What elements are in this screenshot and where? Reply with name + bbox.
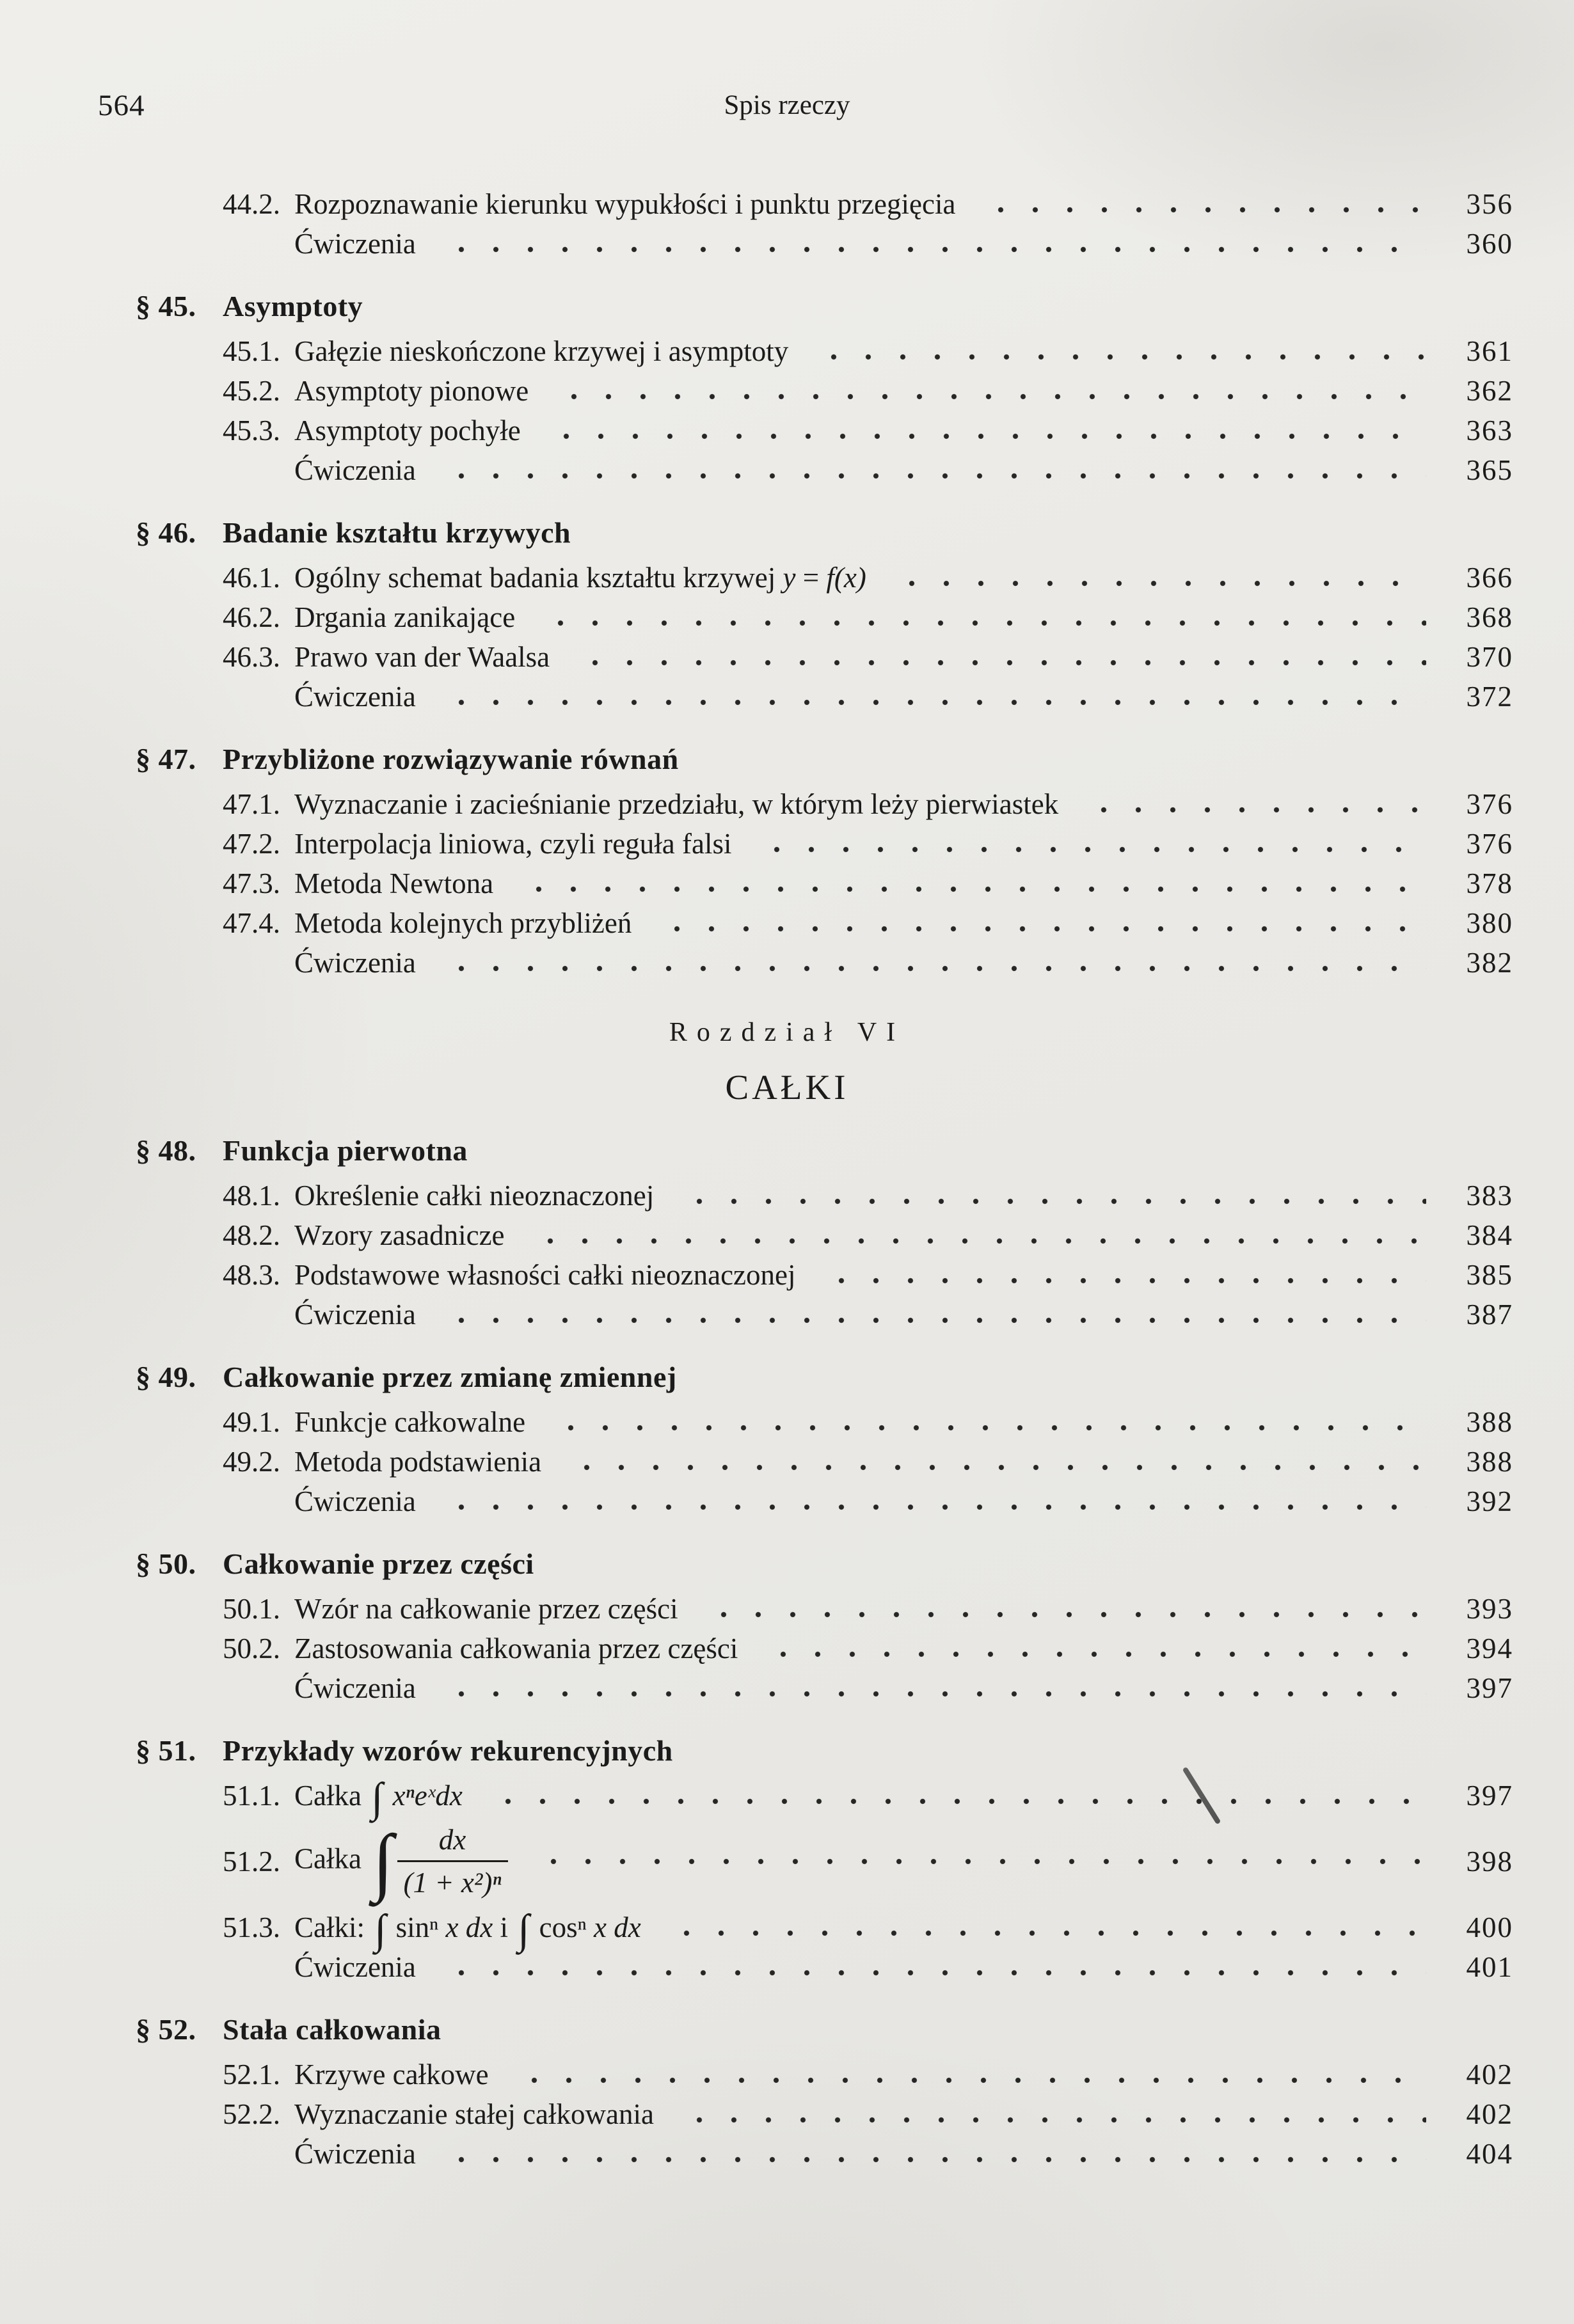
page-number: 360 bbox=[1466, 228, 1513, 260]
text-segment: Ogólny schemat badania kształtu krzywej bbox=[294, 562, 783, 594]
toc-entry bbox=[0, 1255, 1574, 1295]
page-number: 397 bbox=[1466, 1780, 1513, 1812]
text-segment: Metoda podstawienia bbox=[294, 1446, 542, 1478]
entry-title bbox=[294, 2134, 416, 2174]
toc-entry bbox=[0, 597, 1574, 637]
page-header bbox=[0, 88, 1574, 133]
toc-entry bbox=[0, 1775, 1574, 1821]
dot-leader bbox=[435, 1503, 1426, 1511]
section-number: § 51. bbox=[136, 1734, 196, 1767]
entry-number: 52.2. bbox=[223, 2098, 280, 2130]
page-number: 366 bbox=[1466, 562, 1513, 594]
entry-number: 49.2. bbox=[223, 1446, 280, 1478]
toc-entry bbox=[0, 558, 1574, 597]
toc-entry bbox=[0, 331, 1574, 371]
dot-leader bbox=[435, 1969, 1426, 1977]
section-title: Funkcja pierwotna bbox=[223, 1134, 468, 1167]
dot-leader bbox=[751, 846, 1426, 853]
text-segment: xⁿeˣdx bbox=[392, 1780, 463, 1812]
entry-title bbox=[294, 784, 1058, 824]
integral-sign: ∫ bbox=[371, 1775, 383, 1821]
page-number: 356 bbox=[1466, 188, 1513, 220]
section-heading bbox=[0, 1131, 1574, 1171]
entry-title bbox=[294, 943, 416, 983]
dot-leader bbox=[534, 619, 1426, 627]
entry-title bbox=[294, 1295, 416, 1334]
dot-leader bbox=[673, 2116, 1426, 2124]
chapter-title: CAŁKI bbox=[725, 1068, 849, 1107]
page-number: 401 bbox=[1466, 1951, 1513, 1983]
section-title: Przykłady wzorów rekurencyjnych bbox=[223, 1734, 673, 1767]
dot-leader bbox=[673, 1198, 1426, 1205]
entry-title bbox=[294, 1629, 738, 1668]
dot-leader bbox=[527, 1858, 1426, 1865]
toc-entry bbox=[0, 824, 1574, 864]
text-segment: Ćwiczenia bbox=[294, 454, 416, 486]
section-number: § 50. bbox=[136, 1547, 196, 1580]
page-number: 393 bbox=[1466, 1593, 1513, 1625]
entry-title bbox=[294, 1947, 416, 1987]
entry-title bbox=[294, 371, 529, 411]
entry-title bbox=[294, 224, 416, 264]
page-number-folio: 564 bbox=[98, 89, 145, 122]
toc-entry bbox=[0, 1215, 1574, 1255]
text-segment: Asymptoty pionowe bbox=[294, 375, 529, 407]
section-number: § 45. bbox=[136, 290, 196, 322]
entry-title bbox=[294, 903, 632, 943]
entry-title bbox=[294, 677, 416, 716]
entry-title bbox=[294, 1906, 641, 1953]
entry-number: 45.3. bbox=[223, 415, 280, 447]
page-number: 372 bbox=[1466, 681, 1513, 713]
integral-sign: ∫ bbox=[372, 1819, 394, 1903]
dot-leader bbox=[435, 699, 1426, 706]
text-segment: Całki: bbox=[294, 1911, 372, 1943]
toc-entry bbox=[0, 1906, 1574, 1953]
dot-leader bbox=[815, 1277, 1426, 1285]
entry-number: 51.3. bbox=[223, 1911, 280, 1943]
dot-leader bbox=[697, 1611, 1426, 1618]
dot-leader bbox=[435, 1690, 1426, 1698]
integral-sign: ∫ bbox=[518, 1906, 530, 1953]
entry-title bbox=[294, 1402, 525, 1442]
entry-number: 46.1. bbox=[223, 562, 280, 594]
section-heading bbox=[0, 739, 1574, 779]
dot-leader bbox=[540, 432, 1426, 440]
toc-entry bbox=[0, 184, 1574, 224]
toc-entry bbox=[0, 1589, 1574, 1629]
page-number: 383 bbox=[1466, 1180, 1513, 1212]
entry-title bbox=[294, 1775, 463, 1821]
entry-number: 47.4. bbox=[223, 907, 280, 939]
entry-number: 44.2. bbox=[223, 188, 280, 220]
text-segment: Określenie całki nieoznaczonej bbox=[294, 1180, 655, 1212]
toc-entry bbox=[0, 2094, 1574, 2134]
entry-title bbox=[294, 2055, 489, 2094]
text-segment: Drgania zanikające bbox=[294, 601, 516, 633]
page-number: 363 bbox=[1466, 415, 1513, 447]
entry-number: 48.3. bbox=[223, 1259, 280, 1291]
entry-number: 48.2. bbox=[223, 1219, 280, 1251]
page-number: 392 bbox=[1466, 1485, 1513, 1517]
page-number: 398 bbox=[1466, 1846, 1513, 1877]
section-number: § 49. bbox=[136, 1361, 196, 1393]
page-number: 388 bbox=[1466, 1446, 1513, 1478]
page-number: 368 bbox=[1466, 601, 1513, 633]
text-segment: Ćwiczenia bbox=[294, 2138, 416, 2170]
entry-title bbox=[294, 1819, 508, 1903]
entry-title bbox=[294, 1442, 541, 1482]
dot-leader bbox=[807, 353, 1426, 361]
text-segment: Wzór na całkowanie przez części bbox=[294, 1593, 678, 1625]
dot-leader bbox=[886, 580, 1426, 587]
section-title: Asymptoty bbox=[223, 290, 363, 322]
text-segment: Prawo van der Waalsa bbox=[294, 641, 550, 673]
fraction-denominator: (1 + x²)ⁿ bbox=[403, 1866, 502, 1899]
toc-entry bbox=[0, 2134, 1574, 2174]
text-segment: Ćwiczenia bbox=[294, 681, 416, 713]
text-segment: Funkcje całkowalne bbox=[294, 1406, 526, 1438]
text-segment: i bbox=[493, 1911, 516, 1943]
dot-leader bbox=[560, 1464, 1426, 1471]
running-head: Spis rzeczy bbox=[724, 90, 850, 120]
text-segment: Ćwiczenia bbox=[294, 1951, 416, 1983]
toc-entry bbox=[0, 677, 1574, 716]
entry-title bbox=[294, 597, 515, 637]
toc-entry bbox=[0, 1819, 1574, 1903]
entry-number: 47.1. bbox=[223, 788, 280, 820]
toc-entry bbox=[0, 1482, 1574, 1521]
section-number: § 48. bbox=[136, 1134, 196, 1167]
text-segment: cosⁿ bbox=[532, 1911, 594, 1943]
chapter-label: Rozdział VI bbox=[669, 1018, 905, 1047]
dot-leader bbox=[435, 1316, 1426, 1324]
dot-leader bbox=[435, 472, 1426, 480]
page-number: 388 bbox=[1466, 1406, 1513, 1438]
page-number: 382 bbox=[1466, 947, 1513, 979]
dot-leader bbox=[508, 2076, 1426, 2084]
entry-title bbox=[294, 1589, 678, 1629]
dot-leader bbox=[545, 1424, 1426, 1432]
page-number: 404 bbox=[1466, 2138, 1513, 2170]
toc-entry bbox=[0, 637, 1574, 677]
entry-title bbox=[294, 1482, 416, 1521]
toc-entry bbox=[0, 943, 1574, 983]
text-segment: Zastosowania całkowania przez części bbox=[294, 1632, 738, 1664]
dot-leader bbox=[660, 1929, 1426, 1937]
toc-entry bbox=[0, 1947, 1574, 1987]
toc-entry bbox=[0, 784, 1574, 824]
text-segment: Całka bbox=[294, 1842, 369, 1875]
entry-number: 46.2. bbox=[223, 601, 280, 633]
dot-leader bbox=[974, 206, 1426, 214]
entry-title bbox=[294, 558, 866, 597]
section-title: Badanie kształtu krzywych bbox=[223, 516, 571, 549]
text-segment: Metoda Newtona bbox=[294, 867, 494, 899]
entry-number: 52.1. bbox=[223, 2059, 280, 2091]
dot-leader bbox=[651, 925, 1426, 933]
toc-entry bbox=[0, 1442, 1574, 1482]
entry-number: 50.1. bbox=[223, 1593, 280, 1625]
entry-title bbox=[294, 2094, 654, 2134]
page-number: 387 bbox=[1466, 1299, 1513, 1331]
section-heading bbox=[0, 1357, 1574, 1397]
entry-title bbox=[294, 864, 493, 903]
section-number: § 52. bbox=[136, 2013, 196, 2046]
entry-title bbox=[294, 450, 416, 490]
section-heading bbox=[0, 1544, 1574, 1584]
text-segment: Krzywe całkowe bbox=[294, 2059, 489, 2091]
fraction bbox=[397, 1824, 508, 1899]
section-title: Stała całkowania bbox=[223, 2013, 441, 2046]
dot-leader bbox=[524, 1237, 1426, 1245]
fraction-numerator: dx bbox=[397, 1824, 508, 1862]
text-segment: Ćwiczenia bbox=[294, 1485, 416, 1517]
toc-entry bbox=[0, 903, 1574, 943]
page-number: 376 bbox=[1466, 788, 1513, 820]
text-segment: x dx bbox=[445, 1911, 493, 1943]
dot-leader bbox=[435, 246, 1426, 253]
section-number: § 47. bbox=[136, 743, 196, 775]
toc-entry bbox=[0, 1629, 1574, 1668]
entry-title bbox=[294, 1176, 654, 1215]
dot-leader bbox=[757, 1650, 1426, 1658]
toc-entry bbox=[0, 1176, 1574, 1215]
text-segment: sinⁿ bbox=[388, 1911, 446, 1943]
entry-number: 50.2. bbox=[223, 1632, 280, 1664]
page-number: 394 bbox=[1466, 1632, 1513, 1664]
section-title: Całkowanie przez zmianę zmiennej bbox=[223, 1361, 677, 1393]
entry-number: 45.1. bbox=[223, 335, 280, 367]
text-segment: Rozpoznawanie kierunku wypukłości i punktu przegięcia bbox=[294, 188, 956, 220]
text-segment: Wzory zasadnicze bbox=[294, 1219, 505, 1251]
text-segment: Metoda kolejnych przybliżeń bbox=[294, 907, 632, 939]
dot-leader bbox=[482, 1798, 1426, 1805]
page-number: 402 bbox=[1466, 2098, 1513, 2130]
page-number: 380 bbox=[1466, 907, 1513, 939]
page-number: 400 bbox=[1466, 1911, 1513, 1943]
section-heading bbox=[0, 2010, 1574, 2050]
page-number: 376 bbox=[1466, 828, 1513, 860]
dot-leader bbox=[435, 2156, 1426, 2163]
page-number: 362 bbox=[1466, 375, 1513, 407]
entry-title bbox=[294, 1255, 796, 1295]
text-segment: Wyznaczanie i zacieśnianie przedziału, w którym leży pierwiastek bbox=[294, 788, 1059, 820]
entry-number: 51.1. bbox=[223, 1780, 280, 1812]
page-number: 385 bbox=[1466, 1259, 1513, 1291]
section-heading bbox=[0, 513, 1574, 553]
toc-entry bbox=[0, 1668, 1574, 1708]
toc-entry bbox=[0, 450, 1574, 490]
entry-number: 48.1. bbox=[223, 1180, 280, 1212]
entry-number: 51.2. bbox=[223, 1846, 280, 1877]
text-segment: x dx bbox=[594, 1911, 641, 1943]
page-number: 384 bbox=[1466, 1219, 1513, 1251]
section-heading bbox=[0, 287, 1574, 326]
toc-entry bbox=[0, 864, 1574, 903]
toc-entry bbox=[0, 224, 1574, 264]
section-heading bbox=[0, 1731, 1574, 1771]
text-segment: Interpolacja liniowa, czyli reguła falsi bbox=[294, 828, 732, 860]
toc-entry bbox=[0, 411, 1574, 450]
text-segment: Ćwiczenia bbox=[294, 1299, 416, 1331]
entry-title bbox=[294, 1215, 505, 1255]
page-number: 365 bbox=[1466, 454, 1513, 486]
entry-number: 47.3. bbox=[223, 867, 280, 899]
text-segment: Ćwiczenia bbox=[294, 228, 416, 260]
text-segment: y bbox=[783, 562, 796, 594]
text-segment: Gałęzie nieskończone krzywej i asymptoty bbox=[294, 335, 789, 367]
entry-title bbox=[294, 637, 550, 677]
text-segment: Asymptoty pochyłe bbox=[294, 415, 521, 447]
entry-title bbox=[294, 1668, 416, 1708]
page-number: 378 bbox=[1466, 867, 1513, 899]
dot-leader bbox=[513, 885, 1426, 893]
toc-entry bbox=[0, 1402, 1574, 1442]
text-segment: Ćwiczenia bbox=[294, 1672, 416, 1704]
entry-title bbox=[294, 331, 788, 371]
page-number: 370 bbox=[1466, 641, 1513, 673]
section-title: Całkowanie przez części bbox=[223, 1547, 534, 1580]
entry-title bbox=[294, 824, 731, 864]
entry-number: 45.2. bbox=[223, 375, 280, 407]
text-segment: Wyznaczanie stałej całkowania bbox=[294, 2098, 654, 2130]
text-segment: Podstawowe własności całki nieoznaczonej bbox=[294, 1259, 796, 1291]
dot-leader bbox=[548, 393, 1426, 400]
text-segment bbox=[385, 1780, 392, 1812]
dot-leader bbox=[1077, 806, 1426, 814]
page-number: 397 bbox=[1466, 1672, 1513, 1704]
entry-number: 49.1. bbox=[223, 1406, 280, 1438]
section-number: § 46. bbox=[136, 516, 196, 549]
text-segment: = bbox=[795, 562, 827, 594]
section-title: Przybliżone rozwiązywanie równań bbox=[223, 743, 679, 775]
text-segment: Całka bbox=[294, 1780, 369, 1812]
entry-title bbox=[294, 184, 955, 224]
dot-leader bbox=[435, 965, 1426, 972]
entry-title bbox=[294, 411, 521, 450]
toc-entry bbox=[0, 1295, 1574, 1334]
integral-sign: ∫ bbox=[374, 1906, 386, 1953]
text-segment: Ćwiczenia bbox=[294, 947, 416, 979]
dot-leader bbox=[569, 659, 1426, 667]
page-number: 361 bbox=[1466, 335, 1513, 367]
toc bbox=[0, 184, 1574, 2174]
entry-number: 47.2. bbox=[223, 828, 280, 860]
page-number: 402 bbox=[1466, 2059, 1513, 2091]
entry-number: 46.3. bbox=[223, 641, 280, 673]
text-segment: f(x) bbox=[826, 562, 866, 594]
toc-entry bbox=[0, 2055, 1574, 2094]
toc-entry bbox=[0, 371, 1574, 411]
